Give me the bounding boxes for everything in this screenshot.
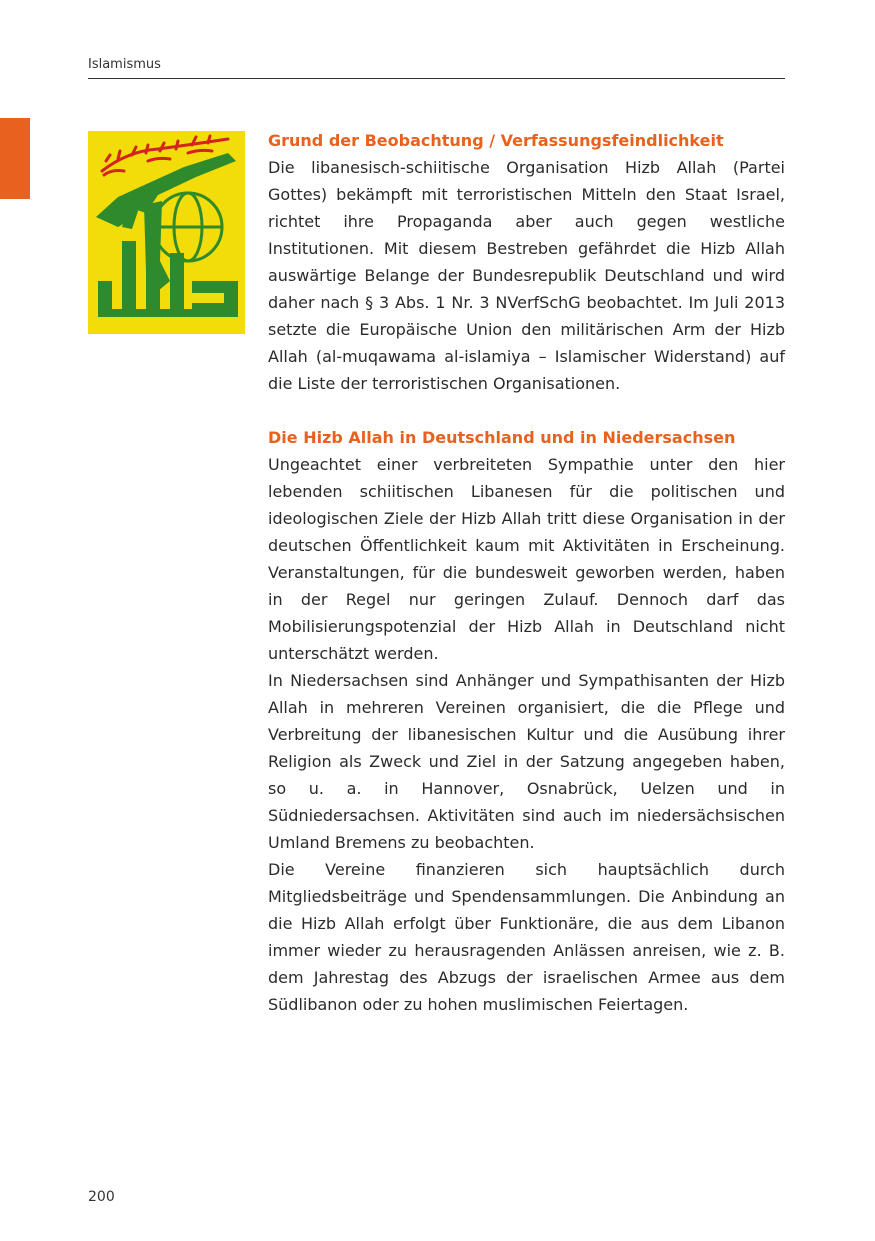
paragraph-grund: Die libanesisch-schiitische Organisation Hizb Allah (Partei Gottes) bekämpft mit terroristischen Mitteln den Staat Israel, richtet ihre Propaganda aber auch gegen westliche Institutionen. Mit diesem Bestreben gefährdet die Hizb Allah auswärtige Belange der Bundesrepublik Deutschland und wird daher nach § 3 Abs. 1 Nr. 3 NVerfSchG beobachtet. Im Juli 2013 setzte die Europäische Union den militärischen Arm der Hizb Allah (al-muqawama al-islamiya – Islamischer Widerstand) auf die Liste der terroristischen Organisationen.	[268, 158, 785, 393]
paragraph-sympathie: Ungeachtet einer verbreiteten Sympathie unter den hier lebenden schiitischen Libanesen für die politischen und ideologischen Ziele der Hizb Allah tritt diese Organisation in der deutschen Öffentlichkeit kaum mit Aktivitäten in Erscheinung. Veranstaltungen, für die bundesweit geworben werden, haben in der Regel nur geringen Zulauf. Dennoch darf das Mobilisierungspotenzial der Hizb Allah in Deutschland nicht unterschätzt werden.	[268, 455, 785, 663]
section-heading-niedersachsen: Die Hizb Allah in Deutschland und in Niedersachsen	[268, 428, 736, 447]
globe-emblem	[154, 193, 222, 261]
section-heading-grund: Grund der Beobachtung / Verfassungsfeindlichkeit	[268, 131, 724, 150]
hizb-allah-flag-image	[88, 131, 245, 334]
flag-emblem	[88, 131, 245, 334]
main-text-column	[268, 127, 785, 1018]
running-title: Islamismus	[88, 57, 161, 72]
paragraph-finanzierung: Die Vereine finanzieren sich hauptsächlich durch Mitgliedsbeiträge und Spendensammlungen. Die Anbindung an die Hizb Allah erfolgt über Funktionäre, die aus dem Libanon immer wieder zu herausragenden Anlässen anreisen, wie z. B. dem Jahrestag des Abzugs der israelischen Armee aus dem Südlibanon oder zu hohen muslimischen Feiertagen.	[268, 860, 785, 1014]
page-number: 200	[88, 1189, 115, 1205]
rifle-emblem	[96, 153, 236, 229]
chapter-tab-marker	[0, 118, 30, 199]
paragraph-vereine: In Niedersachsen sind Anhänger und Sympathisanten der Hizb Allah in mehreren Vereinen organisiert, die die Pflege und Verbreitung der libanesischen Kultur und die Ausübung ihrer Religion als Zweck und Ziel in der Satzung angegeben haben, so u. a. in Hannover, Osnabrück, Uelzen und in Südniedersachsen. Aktivitäten sind auch im niedersächsischen Umland Bremens zu beobachten.	[268, 671, 785, 852]
header-rule	[88, 78, 785, 79]
